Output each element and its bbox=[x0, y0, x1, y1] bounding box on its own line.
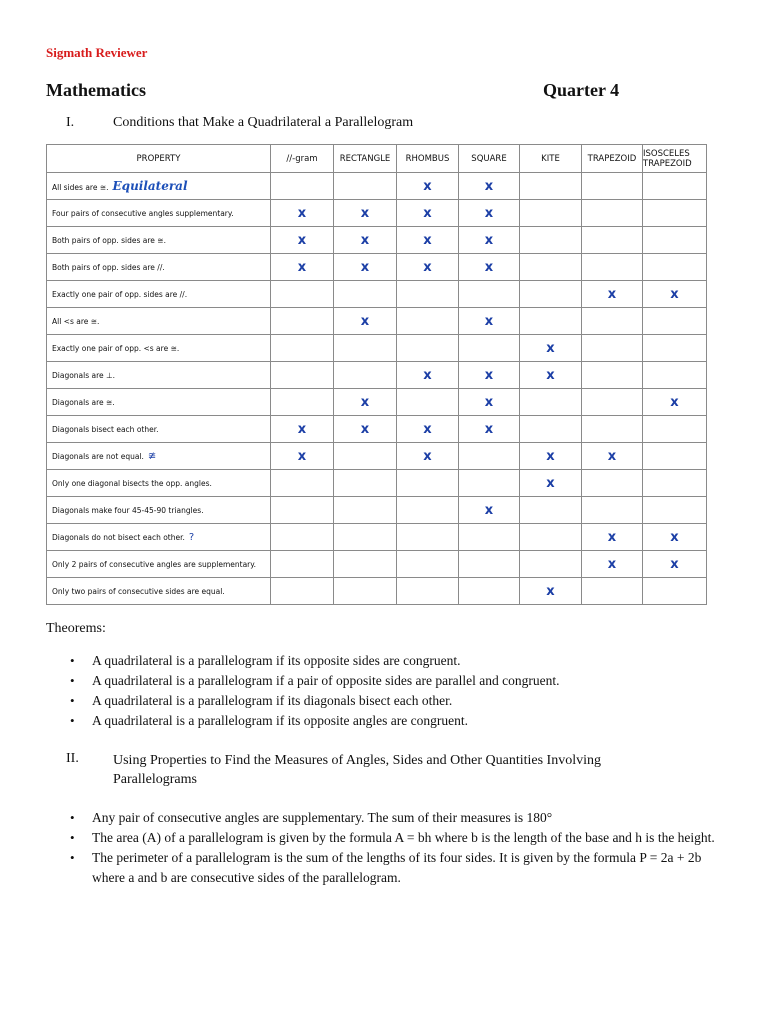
table-body bbox=[47, 173, 707, 605]
check-mark-cell: x bbox=[643, 551, 707, 578]
table-row bbox=[47, 200, 707, 227]
empty-cell bbox=[459, 578, 520, 605]
empty-cell bbox=[520, 497, 582, 524]
check-mark-cell: x bbox=[334, 200, 397, 227]
empty-cell bbox=[582, 200, 643, 227]
empty-cell bbox=[582, 308, 643, 335]
empty-cell bbox=[334, 362, 397, 389]
check-mark-cell: x bbox=[397, 200, 459, 227]
table-row bbox=[47, 416, 707, 443]
check-mark-cell: x bbox=[397, 254, 459, 281]
section1-title: Conditions that Make a Quadrilateral a Parallelogram bbox=[113, 115, 414, 130]
theorems-list bbox=[70, 651, 730, 731]
empty-cell bbox=[271, 362, 334, 389]
empty-cell bbox=[520, 308, 582, 335]
empty-cell bbox=[520, 524, 582, 551]
check-mark-cell: x bbox=[520, 335, 582, 362]
empty-cell bbox=[582, 497, 643, 524]
table-row bbox=[47, 497, 707, 524]
check-mark-cell: x bbox=[334, 227, 397, 254]
property-cell bbox=[47, 524, 271, 551]
empty-cell bbox=[271, 308, 334, 335]
check-mark-cell: x bbox=[459, 416, 520, 443]
check-mark-cell: x bbox=[459, 308, 520, 335]
empty-cell bbox=[520, 254, 582, 281]
empty-cell bbox=[397, 389, 459, 416]
table-row bbox=[47, 362, 707, 389]
empty-cell bbox=[271, 497, 334, 524]
check-mark-cell: x bbox=[643, 524, 707, 551]
header-column: RECTANGLE bbox=[334, 145, 397, 173]
empty-cell bbox=[643, 362, 707, 389]
check-mark-cell: x bbox=[520, 443, 582, 470]
property-text: Exactly one pair of opp. <s are ≅. bbox=[52, 343, 180, 353]
empty-cell bbox=[397, 524, 459, 551]
check-mark-cell: x bbox=[397, 416, 459, 443]
property-text: Diagonals are ⊥. bbox=[52, 370, 115, 380]
property-text: Only 2 pairs of consecutive angles are supplementary. bbox=[52, 559, 257, 569]
empty-cell bbox=[582, 254, 643, 281]
empty-cell bbox=[643, 254, 707, 281]
empty-cell bbox=[459, 470, 520, 497]
check-mark-cell: x bbox=[459, 173, 520, 200]
check-mark-cell: x bbox=[271, 416, 334, 443]
check-mark-cell: x bbox=[582, 524, 643, 551]
empty-cell bbox=[520, 227, 582, 254]
empty-cell bbox=[582, 227, 643, 254]
table-row bbox=[47, 254, 707, 281]
table-row bbox=[47, 227, 707, 254]
property-cell bbox=[47, 416, 271, 443]
property-cell bbox=[47, 227, 271, 254]
empty-cell bbox=[397, 335, 459, 362]
empty-cell bbox=[582, 416, 643, 443]
property-cell bbox=[47, 389, 271, 416]
property-text: Only one diagonal bisects the opp. angles. bbox=[52, 478, 212, 488]
empty-cell bbox=[334, 497, 397, 524]
check-mark-cell: x bbox=[459, 200, 520, 227]
check-mark-cell: x bbox=[582, 443, 643, 470]
empty-cell bbox=[459, 551, 520, 578]
empty-cell bbox=[582, 173, 643, 200]
property-item: • Any pair of consecutive angles are supplementary. The sum of their measures is 180° bbox=[70, 808, 730, 828]
empty-cell bbox=[397, 497, 459, 524]
empty-cell bbox=[520, 551, 582, 578]
empty-cell bbox=[582, 389, 643, 416]
empty-cell bbox=[334, 470, 397, 497]
property-cell bbox=[47, 443, 271, 470]
empty-cell bbox=[459, 443, 520, 470]
header-column: TRAPEZOID bbox=[582, 145, 643, 173]
property-text: Diagonals do not bisect each other. bbox=[52, 532, 185, 542]
empty-cell bbox=[334, 578, 397, 605]
property-cell bbox=[47, 254, 271, 281]
empty-cell bbox=[459, 524, 520, 551]
check-mark-cell: x bbox=[334, 308, 397, 335]
check-mark-cell: x bbox=[643, 389, 707, 416]
section2-list bbox=[70, 808, 730, 888]
empty-cell bbox=[582, 362, 643, 389]
empty-cell bbox=[459, 281, 520, 308]
property-cell bbox=[47, 173, 271, 200]
check-mark-cell: x bbox=[334, 416, 397, 443]
check-mark-cell: x bbox=[520, 362, 582, 389]
property-cell bbox=[47, 551, 271, 578]
check-mark-cell: x bbox=[271, 227, 334, 254]
empty-cell bbox=[643, 308, 707, 335]
check-mark-cell: x bbox=[397, 227, 459, 254]
property-cell bbox=[47, 578, 271, 605]
property-text: Only two pairs of consecutive sides are equal. bbox=[52, 586, 225, 596]
check-mark-cell: x bbox=[271, 443, 334, 470]
property-cell bbox=[47, 200, 271, 227]
theorem-item: • A quadrilateral is a parallelogram if a pair of opposite sides are parallel and congruent. bbox=[70, 671, 730, 691]
empty-cell bbox=[643, 200, 707, 227]
theorems-heading: Theorems: bbox=[46, 621, 106, 636]
empty-cell bbox=[643, 173, 707, 200]
header-column: KITE bbox=[520, 145, 582, 173]
check-mark-cell: x bbox=[271, 200, 334, 227]
table-row bbox=[47, 470, 707, 497]
check-mark-cell: x bbox=[271, 254, 334, 281]
check-mark-cell: x bbox=[459, 362, 520, 389]
check-mark-cell: x bbox=[334, 389, 397, 416]
empty-cell bbox=[643, 470, 707, 497]
brand-label: Sigmath Reviewer bbox=[46, 45, 148, 60]
check-mark-cell: x bbox=[520, 578, 582, 605]
properties-table bbox=[46, 144, 707, 605]
property-text: All sides are ≅. bbox=[52, 183, 109, 192]
table-row bbox=[47, 173, 707, 200]
empty-cell bbox=[271, 524, 334, 551]
property-text: Diagonals make four 45-45-90 triangles. bbox=[52, 505, 204, 515]
check-mark-cell: x bbox=[334, 254, 397, 281]
table-row bbox=[47, 551, 707, 578]
header-column: ISOSCELES TRAPEZOID bbox=[643, 145, 707, 173]
table-row bbox=[47, 308, 707, 335]
table-row bbox=[47, 578, 707, 605]
empty-cell bbox=[520, 173, 582, 200]
table-row bbox=[47, 443, 707, 470]
check-mark-cell: x bbox=[459, 254, 520, 281]
empty-cell bbox=[582, 470, 643, 497]
empty-cell bbox=[271, 551, 334, 578]
property-cell bbox=[47, 470, 271, 497]
property-text: Diagonals bisect each other. bbox=[52, 424, 159, 434]
empty-cell bbox=[334, 281, 397, 308]
check-mark-cell: x bbox=[397, 362, 459, 389]
empty-cell bbox=[271, 281, 334, 308]
property-text: Diagonals are not equal. bbox=[52, 451, 144, 461]
property-text: All <s are ≅. bbox=[52, 316, 100, 326]
table-header-row bbox=[47, 145, 707, 173]
empty-cell bbox=[643, 443, 707, 470]
empty-cell bbox=[520, 281, 582, 308]
check-mark-cell: x bbox=[582, 551, 643, 578]
empty-cell bbox=[271, 470, 334, 497]
table-row bbox=[47, 389, 707, 416]
check-mark-cell: x bbox=[643, 281, 707, 308]
property-cell bbox=[47, 497, 271, 524]
empty-cell bbox=[520, 200, 582, 227]
property-text: Both pairs of opp. sides are ≅. bbox=[52, 235, 166, 245]
empty-cell bbox=[397, 281, 459, 308]
empty-cell bbox=[334, 524, 397, 551]
header-column: //-gram bbox=[271, 145, 334, 173]
empty-cell bbox=[271, 578, 334, 605]
empty-cell bbox=[271, 389, 334, 416]
empty-cell bbox=[643, 578, 707, 605]
header-column: SQUARE bbox=[459, 145, 520, 173]
empty-cell bbox=[334, 173, 397, 200]
header-column: RHOMBUS bbox=[397, 145, 459, 173]
theorem-item: • A quadrilateral is a parallelogram if its opposite angles are congruent. bbox=[70, 711, 730, 731]
property-text: Exactly one pair of opp. sides are //. bbox=[52, 289, 188, 299]
property-cell bbox=[47, 281, 271, 308]
property-cell bbox=[47, 308, 271, 335]
check-mark-cell: x bbox=[582, 281, 643, 308]
property-item: • The perimeter of a parallelogram is the sum of the lengths of its four sides. It is given by the formula P = 2a + 2b where a and b are consecutive sides of the parallelogram. bbox=[70, 848, 730, 888]
handwritten-note: ≇ bbox=[147, 450, 157, 462]
check-mark-cell: x bbox=[459, 497, 520, 524]
check-mark-cell: x bbox=[459, 227, 520, 254]
empty-cell bbox=[582, 578, 643, 605]
header-property: PROPERTY bbox=[47, 145, 271, 173]
section2-number: II. bbox=[66, 751, 79, 766]
table-row bbox=[47, 335, 707, 362]
check-mark-cell: x bbox=[459, 389, 520, 416]
table-row bbox=[47, 281, 707, 308]
table-row bbox=[47, 524, 707, 551]
theorem-item: • A quadrilateral is a parallelogram if its diagonals bisect each other. bbox=[70, 691, 730, 711]
empty-cell bbox=[520, 416, 582, 443]
empty-cell bbox=[271, 335, 334, 362]
handwritten-note: Equilateral bbox=[112, 179, 188, 193]
theorem-item: • A quadrilateral is a parallelogram if its opposite sides are congruent. bbox=[70, 651, 730, 671]
empty-cell bbox=[582, 335, 643, 362]
check-mark-cell: x bbox=[397, 443, 459, 470]
empty-cell bbox=[459, 335, 520, 362]
empty-cell bbox=[397, 470, 459, 497]
empty-cell bbox=[271, 173, 334, 200]
handwritten-note: ? bbox=[188, 531, 195, 543]
property-text: Four pairs of consecutive angles supplementary. bbox=[52, 208, 234, 218]
subject-title: Mathematics bbox=[46, 80, 146, 100]
check-mark-cell: x bbox=[397, 173, 459, 200]
empty-cell bbox=[397, 578, 459, 605]
check-mark-cell: x bbox=[520, 470, 582, 497]
quarter-label: Quarter 4 bbox=[543, 80, 620, 100]
section2-title: Using Properties to Find the Measures of Angles, Sides and Other Quantities Involving Parallelograms bbox=[113, 753, 601, 787]
empty-cell bbox=[334, 551, 397, 578]
empty-cell bbox=[397, 308, 459, 335]
empty-cell bbox=[643, 416, 707, 443]
empty-cell bbox=[520, 389, 582, 416]
empty-cell bbox=[643, 227, 707, 254]
property-cell bbox=[47, 362, 271, 389]
empty-cell bbox=[334, 335, 397, 362]
empty-cell bbox=[643, 497, 707, 524]
empty-cell bbox=[397, 551, 459, 578]
property-text: Diagonals are ≅. bbox=[52, 397, 115, 407]
section1-number: I. bbox=[66, 115, 75, 130]
empty-cell bbox=[334, 443, 397, 470]
empty-cell bbox=[643, 335, 707, 362]
property-item: • The area (A) of a parallelogram is given by the formula A = bh where b is the length of the base and h is the height. bbox=[70, 828, 730, 848]
property-cell bbox=[47, 335, 271, 362]
property-text: Both pairs of opp. sides are //. bbox=[52, 262, 165, 272]
